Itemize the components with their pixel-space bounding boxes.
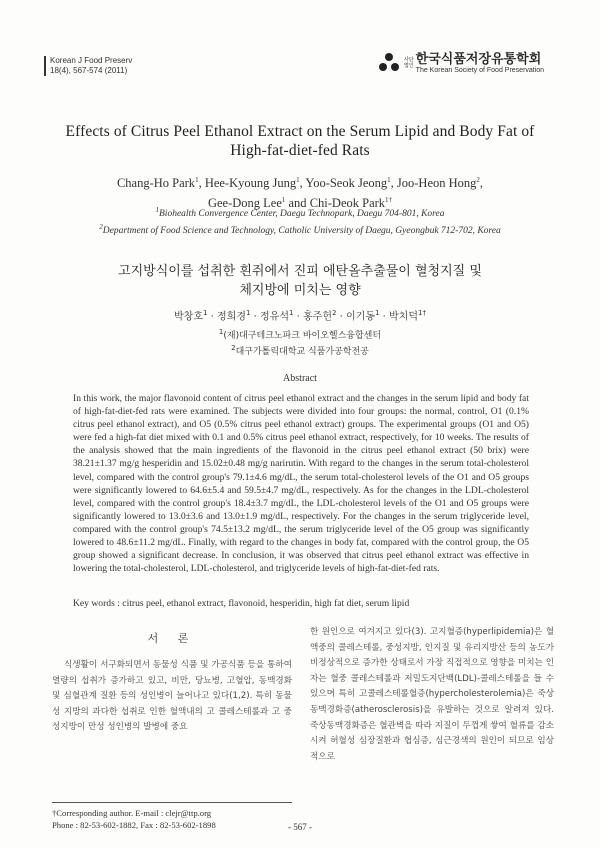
abstract-text: In this work, the major flavonoid content of citrus peel ethanol extract and the changes in the serum lipid and body fat of high-fat-diet-fed rats were examined. The subjects were divided into four groups: the normal, control, O1 (0.1% citrus peel ethanol extract), and O5 (0.5% citrus peel ethanol extract) groups. The experimental groups (O1 and O5) were fed a high-fat diet mixed with 0.1 and 0.5% citrus peel ethanol extract, respectively, for 10 weeks. The results of the analysis showed that the main ingredients of the flavonoid in the citrus peel ethanol extract (50 brix) were 38.21±1.37 mg/g hesperidin and 15.02±0.48 mg/g narirutin. With regard to the changes in the serum total-cholesterol level, compared with the control group's 79.1±4.6 mg/dL, the serum total-cholesterol levels of the O1 and O5 groups were significantly lowered to 64.6±5.4 and 59.5±4.7 mg/dL, respectively. As for the changes in the LDL-cholesterol level, compared with the control group's 18.4±3.7 mg/dL, the LDL-cholesterol levels of the O1 and O5 groups were significantly lowered to 13.0±3.6 and 13.0±1.9 mg/dL, respectively. For the changes in the serum triglyceride level, compared with the control group's 74.5±13.2 mg/dL, the serum triglyceride level of the O5 group was significantly lowered to 48.6±11.2 mg/dL. Finally, with regard to the changes in body fat, compared with the control group, the O5 group showed a significant decrease. In conclusion, it was observed that citrus peel ethanol extract was effective in lowering the total-cholesterol, LDL-cholesterol, and triglyceride levels of high-fat-diet-fed rats.	[73, 393, 529, 575]
society-logo-icon	[378, 52, 400, 74]
author-name: Gee-Dong Lee	[207, 196, 282, 211]
author-name: Chang-Ho Park	[116, 176, 196, 191]
keywords-text: citrus peel, ethanol extract, flavonoid, hesperidin, high fat diet, serum lipid	[119, 598, 410, 609]
journal-citation	[44, 56, 132, 76]
author-name: Hee-Kyoung Jung	[204, 176, 297, 191]
society-korean-name: 한국식품저장유통학회	[415, 51, 542, 67]
page-number: - 567 -	[288, 822, 312, 832]
keywords	[73, 597, 529, 610]
footnote-email: †Corresponding author. E-mail : clejr@ttp.org	[52, 808, 212, 818]
korean-affiliation-1: (재)대구테크노파크 바이오헬스융합센터	[223, 331, 382, 341]
korean-author-list: 박창호$^1$ · 정희경$^1$ · 정유석$^1$ · 홍주헌$^2$ · 이기동$^1$ · 박치덕$^{1\dagger}$	[174, 309, 426, 323]
korean-author-name: 정희경	[217, 311, 246, 323]
footnote-phone: Phone : 82-53-602-1882, Fax : 82-53-602-1898	[52, 820, 216, 830]
affiliations: $^1$Biohealth Convergence Center, Daegu Technopark, Daegu 704-801, Korea $^2$Department of Food Science and Technology, Catholic University of Daegu, Gyeongbuk 712-702, Korea	[99, 206, 501, 237]
journal-volume: 18(4), 567-574 (2011)	[50, 66, 128, 75]
affiliation-1: Biohealth Convergence Center, Daegu Technopark, Daegu 704-801, Korea	[159, 209, 445, 220]
journal-name: Korean J Food Preserv	[50, 56, 133, 65]
korean-affiliation-2: 대구가톨릭대학교 식품가공학전공	[235, 347, 369, 357]
intro-paragraph-left: 식생활이 서구화되면서 동물성 식품 및 가공식품 등을 통하여 열량의 섭취가 증가하고 있고, 비만, 당뇨병, 고혈압, 동맥경화 및 심혈관계 질환 등의 성인병이 늘어나고 있다(1,2). 특히 동물성 지방의 과다한 섭취로 인한 혈액내의 고 콜레스테롤과 고 중성지방이 만성 성인병의 발병에 중요	[52, 660, 292, 733]
title-line-1: Effects of Citrus Peel Ethanol Extract on the Serum Lipid and Body Fat of	[65, 123, 535, 140]
korean-title-line-2: 체지방에 미치는 영향	[239, 283, 361, 298]
korean-title	[40, 262, 560, 300]
society-header	[378, 52, 544, 74]
society-english-name: The Korean Society of Food Preservation	[415, 66, 545, 74]
affiliation-2: Department of Food Science and Technology, Catholic University of Daegu, Gyeongbuk 712-702, Korea	[102, 226, 501, 237]
korean-title-line-1: 고지방식이를 섭취한 흰쥐에서 진피 에탄올추출물이 혈청지질 및	[118, 264, 482, 279]
korean-author-name: 홍주헌	[303, 311, 332, 323]
author-name: Joo-Heon Hong	[396, 176, 477, 191]
abstract-heading: Abstract	[283, 373, 317, 384]
korean-affiliations: $^1$(재)대구테크노파크 바이오헬스융합센터 $^2$대구가톨릭대학교 식품가공학전공	[218, 328, 382, 357]
korean-author-name: 이기동	[346, 311, 375, 323]
korean-author-name: 정유석	[260, 311, 289, 323]
left-column	[52, 625, 292, 736]
paper-title	[40, 122, 560, 160]
author-name: Yoo-Seok Jeong	[305, 176, 388, 191]
section-heading: 서 론	[147, 632, 197, 645]
author-name: Chi-Deok Park	[309, 196, 386, 211]
intro-paragraph-right: 한 원인으로 여겨지고 있다(3). 고지혈증(hyperlipidemia)은 혈액중의 콜레스테롤, 중성지방, 인지질 및 유리지방산 등의 농도가 비정상적으로 증가한 상태로서 가장 직접적으로 영향을 미치는 인자는 혈중 콜레스테롤과 저밀도지단백(LDL)-콜레스테롤을 들 수 있으며 특히 고콜레스테롤혈증(hypercholesterolemia)은 죽상동맥경화증(atherosclerosis)을 유발하는 것으로 알려져 있다. 죽상동맥경화증은 혈관벽을 따라 지질이 두껍게 쌓여 혈류를 감소시켜 허혈성 심장질환과 협심증, 심근경색의 원인이 되므로 임상적으로	[310, 627, 554, 762]
korean-author-name: 박창호	[174, 311, 203, 323]
author-list: Chang-Ho Park$^1$, Hee-Kyoung Jung$^1$, Yoo-Seok Jeong$^1$, Joo-Heon Hong$^2$, Gee-Dong Lee$^1$ and Chi-Deok Park$^{1\dagger}$	[116, 176, 484, 211]
keywords-label: Key words :	[73, 598, 120, 609]
title-line-2: High-fat-diet-fed Rats	[230, 142, 370, 159]
right-column	[310, 625, 554, 765]
korean-author-name: 박치덕	[389, 311, 418, 323]
society-tag: 사단 법인	[404, 57, 414, 69]
